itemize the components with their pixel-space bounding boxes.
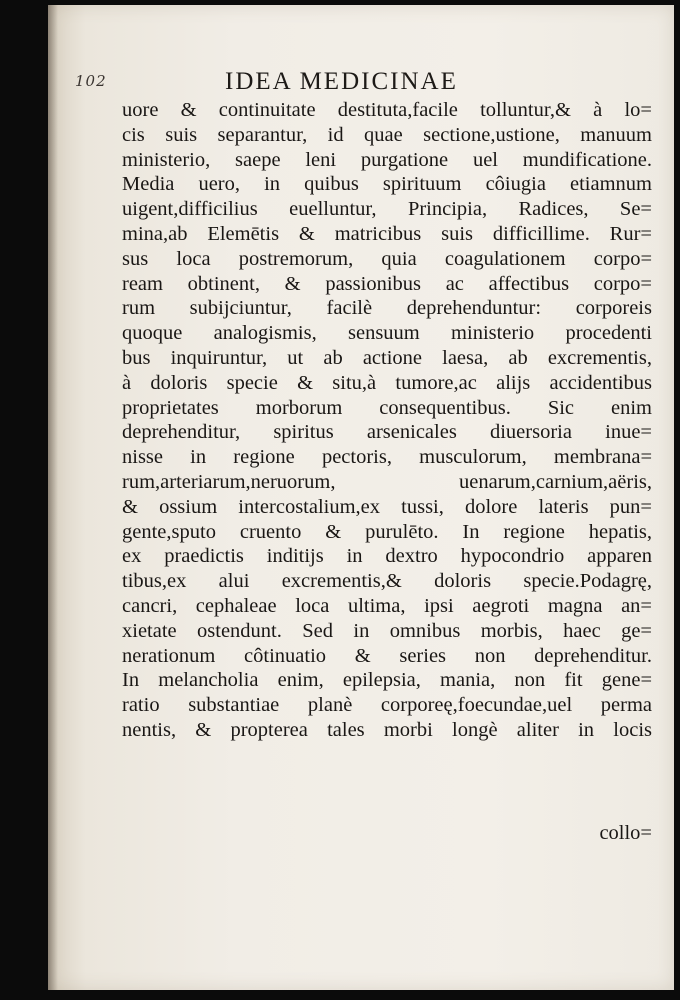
text-line: & ossium intercostalium,ex tussi, dolore lateris pun= xyxy=(122,495,652,518)
text-line: quoque analogismis, sensuum ministerio procedenti xyxy=(122,322,652,345)
text-line: mina,ab Elemētis & matricibus suis difficillime. Rur= xyxy=(122,222,652,245)
text-line: proprietates morborum consequentibus. Sic enim xyxy=(122,396,652,419)
page-header xyxy=(75,68,575,98)
text-line: In melancholia enim, epilepsia, mania, non fit gene= xyxy=(122,669,652,692)
text-line: ministerio, saepe leni purgatione uel mundificatione. xyxy=(122,148,652,171)
text-line: cancri, cephaleae loca ultima, ipsi aegroti magna an= xyxy=(122,594,652,617)
text-line: nisse in regione pectoris, musculorum, membrana= xyxy=(122,446,652,469)
text-line: à doloris specie & situ,à tumore,ac alijs accidentibus xyxy=(122,371,652,394)
text-line: rum subijciuntur, facilè deprehenduntur: corporeis xyxy=(122,297,652,320)
text-line: sus loca postremorum, quia coagulationem corpo= xyxy=(122,247,652,270)
gutter-shadow xyxy=(48,5,58,990)
text-line: bus inquiruntur, ut ab actione laesa, ab excrementis, xyxy=(122,346,652,369)
page-number: 102 xyxy=(75,72,107,90)
catchword: collo= xyxy=(599,822,652,844)
text-line: cis suis separantur, id quae sectione,ustione, manuum xyxy=(122,123,652,146)
text-line: rum,arteriarum,neruorum, uenarum,carnium,aëris, xyxy=(122,470,652,493)
text-line: nentis, & propterea tales morbi longè aliter in locis xyxy=(122,718,652,741)
text-line: nerationum côtinuatio & series non deprehenditur. xyxy=(122,644,652,667)
text-line: uore & continuitate destituta,facile tolluntur,& à lo= xyxy=(122,99,652,121)
text-line: ex praedictis inditijs in dextro hypocondrio apparen xyxy=(122,545,652,568)
running-title: IDEA MEDICINAE xyxy=(225,68,458,95)
text-line: uigent,difficilius euelluntur, Principia, Radices, Se= xyxy=(122,198,652,221)
body-text xyxy=(122,98,652,743)
text-line: deprehenditur, spiritus arsenicales diuersoria inue= xyxy=(122,421,652,444)
text-line: tibus,ex alui excrementis,& doloris specie.Podagrę, xyxy=(122,570,652,593)
text-line: gente,sputo cruento & purulēto. In regione hepatis, xyxy=(122,520,652,543)
text-line: ratio substantiae planè corporeę,foecundae,uel perma xyxy=(122,694,652,717)
text-line: Media uero, in quibus spirituum côiugia etiamnum xyxy=(122,173,652,196)
text-line: ream obtinent, & passionibus ac affectibus corpo= xyxy=(122,272,652,295)
text-line: xietate ostendunt. Sed in omnibus morbis, haec ge= xyxy=(122,619,652,642)
